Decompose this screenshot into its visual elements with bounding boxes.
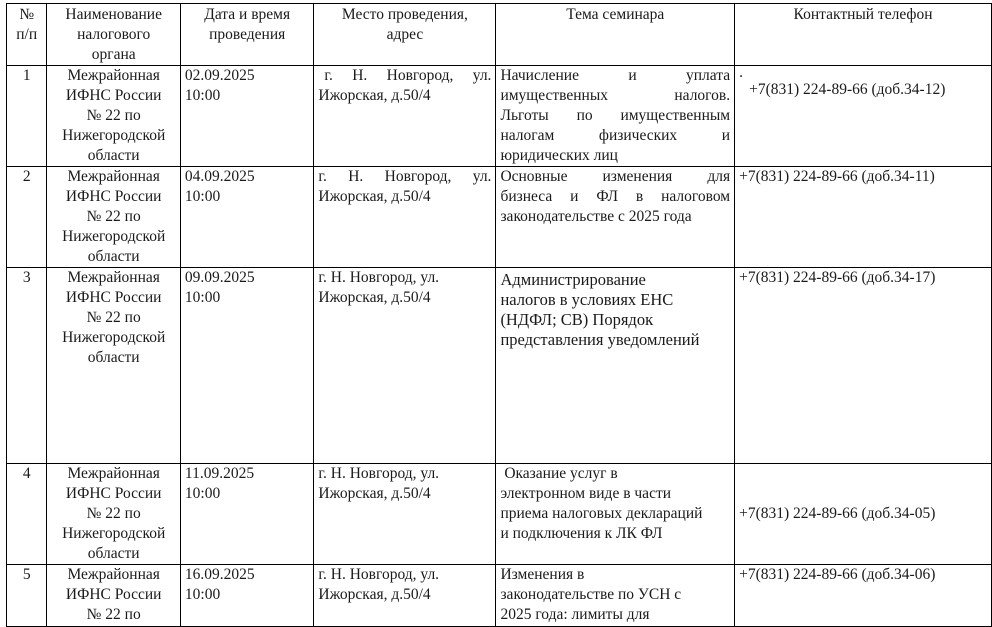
table-row: [7, 66, 992, 167]
tax-office-name: Межрайонная ИФНС России № 22 по Нижегородской области: [47, 167, 180, 268]
seminar-address: г. Н. Новгород, ул. Ижорская, д.50/4: [314, 565, 496, 627]
tax-office-name: Межрайонная ИФНС России № 22 по Нижегородской области: [47, 66, 180, 167]
contact-phone: . +7(831) 224-89-66 (доб.34-12): [735, 66, 992, 167]
contact-phone: +7(831) 224-89-66 (доб.34-06): [735, 565, 992, 627]
seminar-datetime: 11.09.2025 10:00: [180, 464, 313, 565]
seminar-topic: Оказание услуг в электронном виде в части приема налоговых деклараций и подключения к ЛК ФЛ: [496, 464, 735, 565]
row-number: 5: [7, 565, 47, 627]
header-date: Дата и время проведения: [180, 4, 313, 66]
row-number: 4: [7, 464, 47, 565]
table-row: [7, 268, 992, 464]
header-row: [7, 4, 992, 66]
row-number: 3: [7, 268, 47, 464]
stray-dot: .: [739, 65, 743, 81]
table-row: [7, 565, 992, 627]
table-row: [7, 464, 992, 565]
header-phone: Контактный телефон: [735, 4, 992, 66]
seminar-datetime: 04.09.2025 10:00: [180, 167, 313, 268]
tax-office-name: Межрайонная ИФНС России № 22 по Нижегородской области: [47, 268, 180, 464]
seminar-address: г. Н. Новгород, ул. Ижорская, д.50/4: [314, 167, 496, 268]
seminar-topic: Основные изменения для бизнеса и ФЛ в налоговом законодательстве с 2025 года: [496, 167, 735, 268]
seminar-address: г. Н. Новгород, ул. Ижорская, д.50/4: [314, 464, 496, 565]
header-num: № п/п: [7, 4, 47, 66]
header-topic: Тема семинара: [496, 4, 735, 66]
contact-phone: +7(831) 224-89-66 (доб.34-11): [735, 167, 992, 268]
tax-office-name: Межрайонная ИФНС России № 22 по: [47, 565, 180, 627]
seminar-topic: Изменения в законодательстве по УСН с 2025 года: лимиты для: [496, 565, 735, 627]
row-number: 2: [7, 167, 47, 268]
seminar-topic: Начисление и уплата имущественных налогов. Льготы по имущественным налогам физических и юридических лиц: [496, 66, 735, 167]
seminar-address: г. Н. Новгород, ул. Ижорская, д.50/4: [314, 66, 496, 167]
seminar-schedule-table: [6, 3, 992, 627]
row-number: 1: [7, 66, 47, 167]
table-row: [7, 167, 992, 268]
seminar-datetime: 16.09.2025 10:00: [180, 565, 313, 627]
contact-phone: +7(831) 224-89-66 (доб.34-17): [735, 268, 992, 464]
tax-office-name: Межрайонная ИФНС России № 22 по Нижегородской области: [47, 464, 180, 565]
seminar-topic: Администрирование налогов в условиях ЕНС (НДФЛ; СВ) Порядок представления уведомлений: [496, 268, 735, 464]
contact-phone: +7(831) 224-89-66 (доб.34-05): [735, 464, 992, 565]
seminar-datetime: 09.09.2025 10:00: [180, 268, 313, 464]
header-place: Место проведения, адрес: [314, 4, 496, 66]
header-org: Наименование налогового органа: [47, 4, 180, 66]
seminar-datetime: 02.09.2025 10:00: [180, 66, 313, 167]
seminar-address: г. Н. Новгород, ул. Ижорская, д.50/4: [314, 268, 496, 464]
